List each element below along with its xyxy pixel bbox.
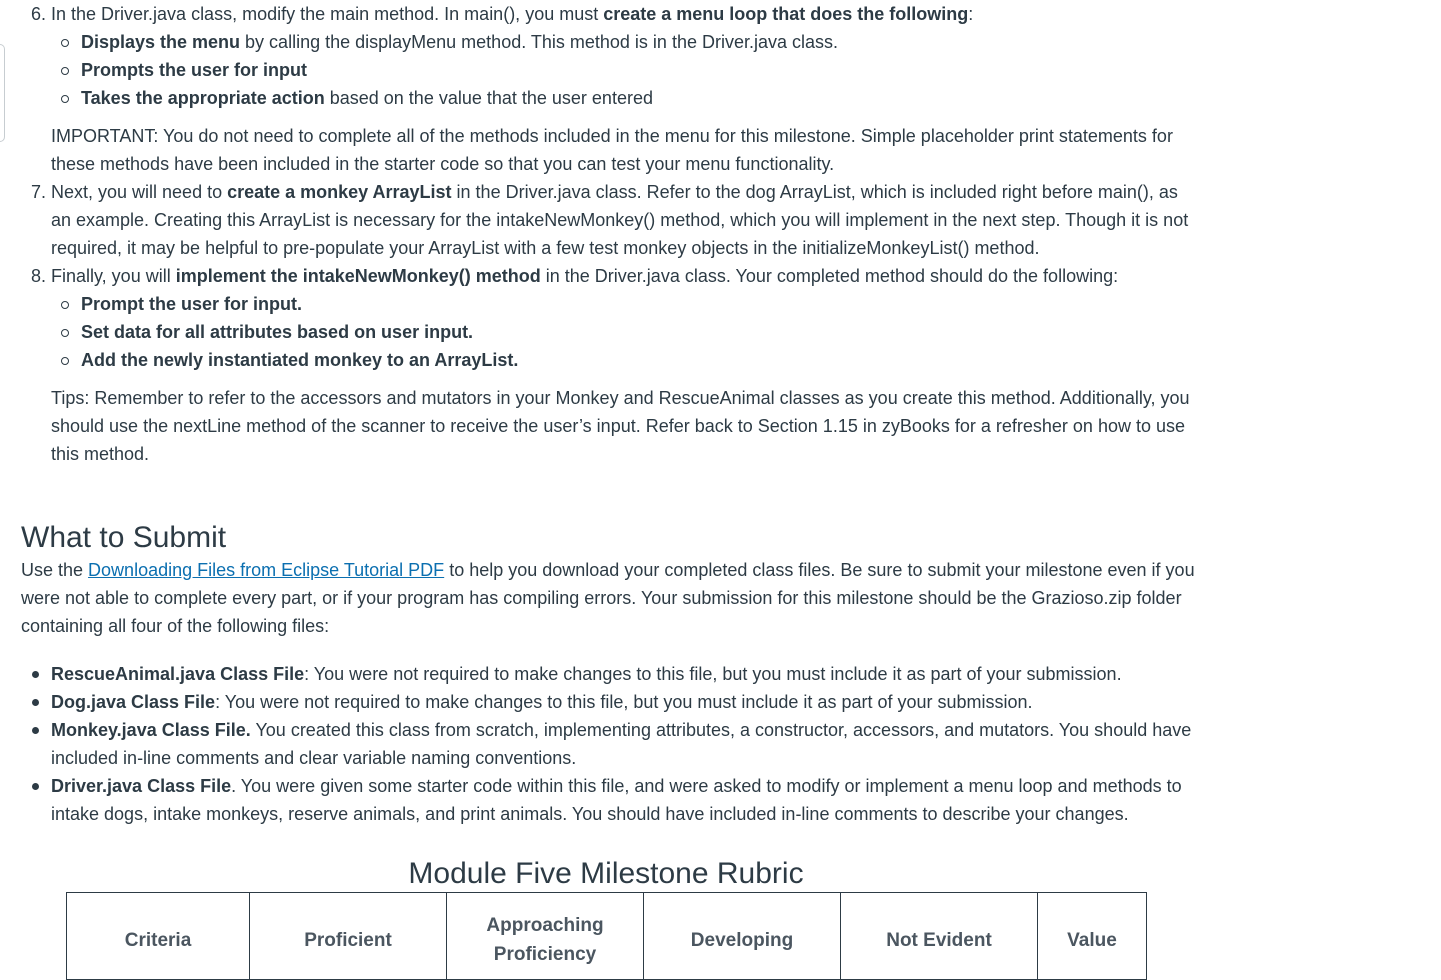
sub-list-item [81, 290, 1196, 318]
eclipse-tutorial-link[interactable]: Downloading Files from Eclipse Tutorial PDF [88, 560, 445, 580]
what-to-submit-heading: What to Submit [21, 521, 227, 554]
step-item [31, 0, 1196, 178]
sub-item-emphasis: Set data for all attributes based on user input. [81, 322, 474, 342]
step-text: Finally, you will [51, 266, 176, 286]
submission-file-item [51, 716, 1196, 772]
sub-item-emphasis: Prompts the user for input [81, 60, 308, 80]
sub-list-item [81, 346, 1196, 374]
rubric-table [66, 892, 1147, 980]
step-item [31, 178, 1196, 262]
submission-file-list [21, 660, 1196, 828]
step-sub-list [51, 28, 1196, 112]
sub-list-item [81, 84, 1196, 112]
sub-list-item [81, 318, 1196, 346]
file-name: Monkey.java Class File. [51, 720, 251, 740]
sub-item-emphasis: Displays the menu [81, 32, 241, 52]
file-name: Dog.java Class File [51, 692, 216, 712]
step-note: IMPORTANT: You do not need to complete all of the methods included in the menu for this milestone. Simple placeholder print statements for these methods have been included in the starter code so that you can test your menu functionality. [51, 126, 1173, 174]
step-number: 6. [31, 4, 47, 24]
sub-item-emphasis: Prompt the user for input. [81, 294, 303, 314]
file-description: : You were not required to make changes to this file, but you must include it as part of your submission. [215, 692, 1033, 712]
sub-item-emphasis: Add the newly instantiated monkey to an ArrayList. [81, 350, 519, 370]
rubric-header-row [67, 893, 1147, 980]
step-text: Next, you will need to [51, 182, 228, 202]
rubric-header-criteria: Criteria [67, 893, 250, 980]
file-description: . You were given some starter code within this file, and were asked to modify or implement a menu loop and methods to intake dogs, intake monkeys, reserve animals, and print animals. You should have included in-line comments to describe your changes. [51, 776, 1182, 824]
rubric-header-approaching: Approaching Proficiency [447, 893, 644, 980]
sub-item-text: by calling the displayMenu method. This method is in the Driver.java class. [240, 32, 839, 52]
submit-intro [21, 556, 1196, 640]
step-item [31, 262, 1196, 468]
instruction-steps [21, 0, 1196, 468]
sub-list-item [81, 56, 1196, 84]
submission-file-item [51, 688, 1196, 716]
step-emphasis: implement the intakeNewMonkey() method [175, 266, 541, 286]
rubric-header-not-evident: Not Evident [841, 893, 1038, 980]
sub-item-emphasis: Takes the appropriate action [81, 88, 325, 108]
step-emphasis: create a menu loop that does the following [603, 4, 969, 24]
file-description: : You were not required to make changes to this file, but you must include it as part of your submission. [304, 664, 1122, 684]
intro-text-before: Use the [21, 560, 89, 580]
file-name: RescueAnimal.java Class File [51, 664, 305, 684]
file-description: You created this class from scratch, implementing attributes, a constructor, accessors, and mutators. You should have included in-line comments and clear variable naming conventions. [51, 720, 1192, 768]
assignment-content [21, 0, 1196, 828]
submission-file-item [51, 772, 1196, 828]
sub-list-item [81, 28, 1196, 56]
step-number: 7. [31, 182, 47, 202]
step-number: 8. [31, 266, 47, 286]
submission-file-item [51, 660, 1196, 688]
step-sub-list [51, 290, 1196, 374]
step-text: in the Driver.java class. Your completed method should do the following: [540, 266, 1119, 286]
step-note: Tips: Remember to refer to the accessors and mutators in your Monkey and RescueAnimal classes as you create this method. Additionally, you should use the nextLine method of the scanner to receive the user’s input. Refer back to Section 1.15 in zyBooks for a refresher on how to use this method. [51, 388, 1190, 464]
side-panel-tab[interactable] [0, 44, 5, 142]
rubric-title: Module Five Milestone Rubric [408, 857, 804, 890]
sub-item-text: based on the value that the user entered [324, 88, 653, 108]
rubric-header-developing: Developing [644, 893, 841, 980]
file-name: Driver.java Class File [51, 776, 232, 796]
rubric-header-value: Value [1038, 893, 1147, 980]
intro-text-after: to help you download your completed class files. Be sure to submit your milestone even if you were not able to complete every part, or if your program has compiling errors. Your submission for this milestone should be the Grazioso.zip folder containing all four of the following files: [21, 560, 1195, 636]
step-text: In the Driver.java class, modify the main method. In main(), you must [51, 4, 604, 24]
step-text: in the Driver.java class. Refer to the dog ArrayList, which is included right before main(), as an example. Creating this ArrayList is necessary for the intakeNewMonkey() method, which you will implement in the next step. Though it is not required, it may be helpful to pre-populate your ArrayList with a few test monkey objects in the initializeMonkeyList() method. [51, 182, 1189, 258]
step-emphasis: create a monkey ArrayList [227, 182, 452, 202]
step-text: : [968, 4, 974, 24]
rubric-header-proficient: Proficient [250, 893, 447, 980]
